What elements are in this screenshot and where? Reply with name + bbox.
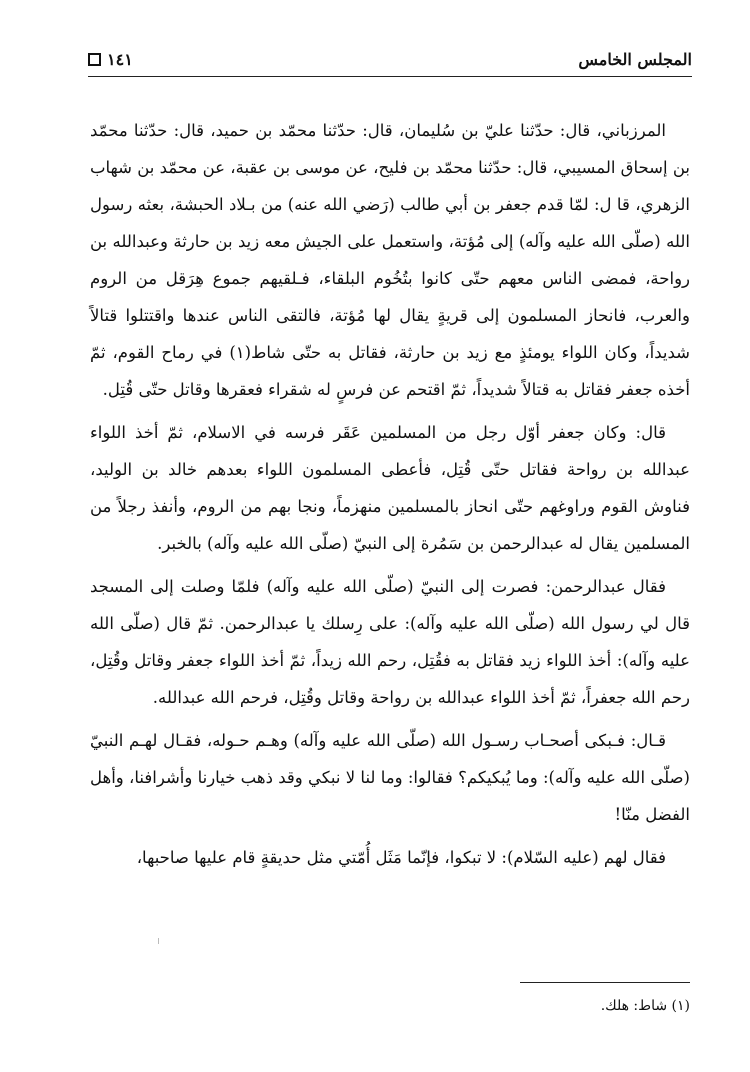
body-text [90, 112, 690, 882]
paragraph: قـال: فـبكى أصحـاب رسـول الله (صلّى الله عليه وآله) وهـم حـوله، فقـال لهـم النبيّ (صلّى الله عليه وآله): وما يُبكيكم؟ فقالوا: وما لنا لا نبكي وقد ذهب خيارنا وأشرافنا، وأهل الفضل منّا! [90, 731, 690, 824]
paragraph: المرزباني، قال: حدّثنا عليّ بن سُليمان، قال: حدّثنا محمّد بن حميد، قال: حدّثنا محمّد بن إسحاق المسيبي، قال: حدّثنا محمّد بن فليح، عن موسى بن عقبة، عن محمّد بن شهاب الزهري، قا ل: لمّا قدم جعفر بن أبي طالب (رَضي الله عنه) من بـلاد الحبشة، بعثه رسول الله (صلّى الله عليه وآله) إلى مُؤتة، واستعمل على الجيش معه زيد بن حارثة وعبدالله بن رواحة، فمضى الناس معهم حتّى كانوا بتُخُوم البلقاء، فـلقيهم جموع هِرَقل من الروم والعرب، فانحاز المسلمون إلى قريةٍ يقال لها مُؤتة، فالتقى الناس عندها واقتتلوا قتالاً شديداً، وكان اللواء يومئذٍ مع زيد بن حارثة، فقاتل به حتّى شاط(١) في رماح القوم، ثمّ أخذه جعفر فقاتل به قتالاً شديداً، ثمّ اقتحم عن فرسٍ له شقراء فعقرها وقاتل حتّى قُتِل. [90, 121, 690, 399]
page-number-block [88, 50, 133, 69]
chapter-title: المجلس الخامس [578, 49, 692, 69]
page-header [88, 42, 692, 77]
paragraph: فقال لهم (عليه السّلام): لا تبكوا، فإنّما مَثَل أُمّتي مثل حديقةٍ قام عليها صاحبها، [136, 848, 666, 867]
square-icon [88, 53, 101, 66]
scan-speck [158, 938, 159, 944]
paragraph: فقال عبدالرحمن: فصرت إلى النبيّ (صلّى الله عليه وآله) فلمّا وصلت إلى المسجد قال لي رسول الله (صلّى الله عليه وآله): على رِسلك يا عبدالرحمن. ثمّ قال (صلّى الله عليه وآله): أخذ اللواء زيد فقاتل به فقُتِل، رحم الله زيداً، ثمّ أخذ اللواء جعفر وقاتل وقُتِل، رحم الله جعفراً، ثمّ أخذ اللواء عبدالله بن رواحة وقاتل وقُتِل، فرحم الله عبدالله. [90, 577, 690, 707]
page-number: ١٤١ [107, 49, 133, 69]
footnote-divider [520, 982, 690, 983]
footnote: (١) شاط: هلك. [600, 998, 690, 1014]
paragraph: قال: وكان جعفر أوّل رجل من المسلمين عَقَر فرسه في الاسلام، ثمّ أخذ اللواء عبدالله بن رواحة فقاتل حتّى قُتِل، فأعطى المسلمون اللواء بعدهم خالد بن الوليد، فناوش القوم وراوغهم حتّى انحاز بالمسلمين منهزماً، ونجا بهم من الروم، وأنفذ رجلاً من المسلمين يقال له عبدالرحمن بن سَمُرة إلى النبيّ (صلّى الله عليه وآله) بالخبر. [90, 423, 690, 553]
